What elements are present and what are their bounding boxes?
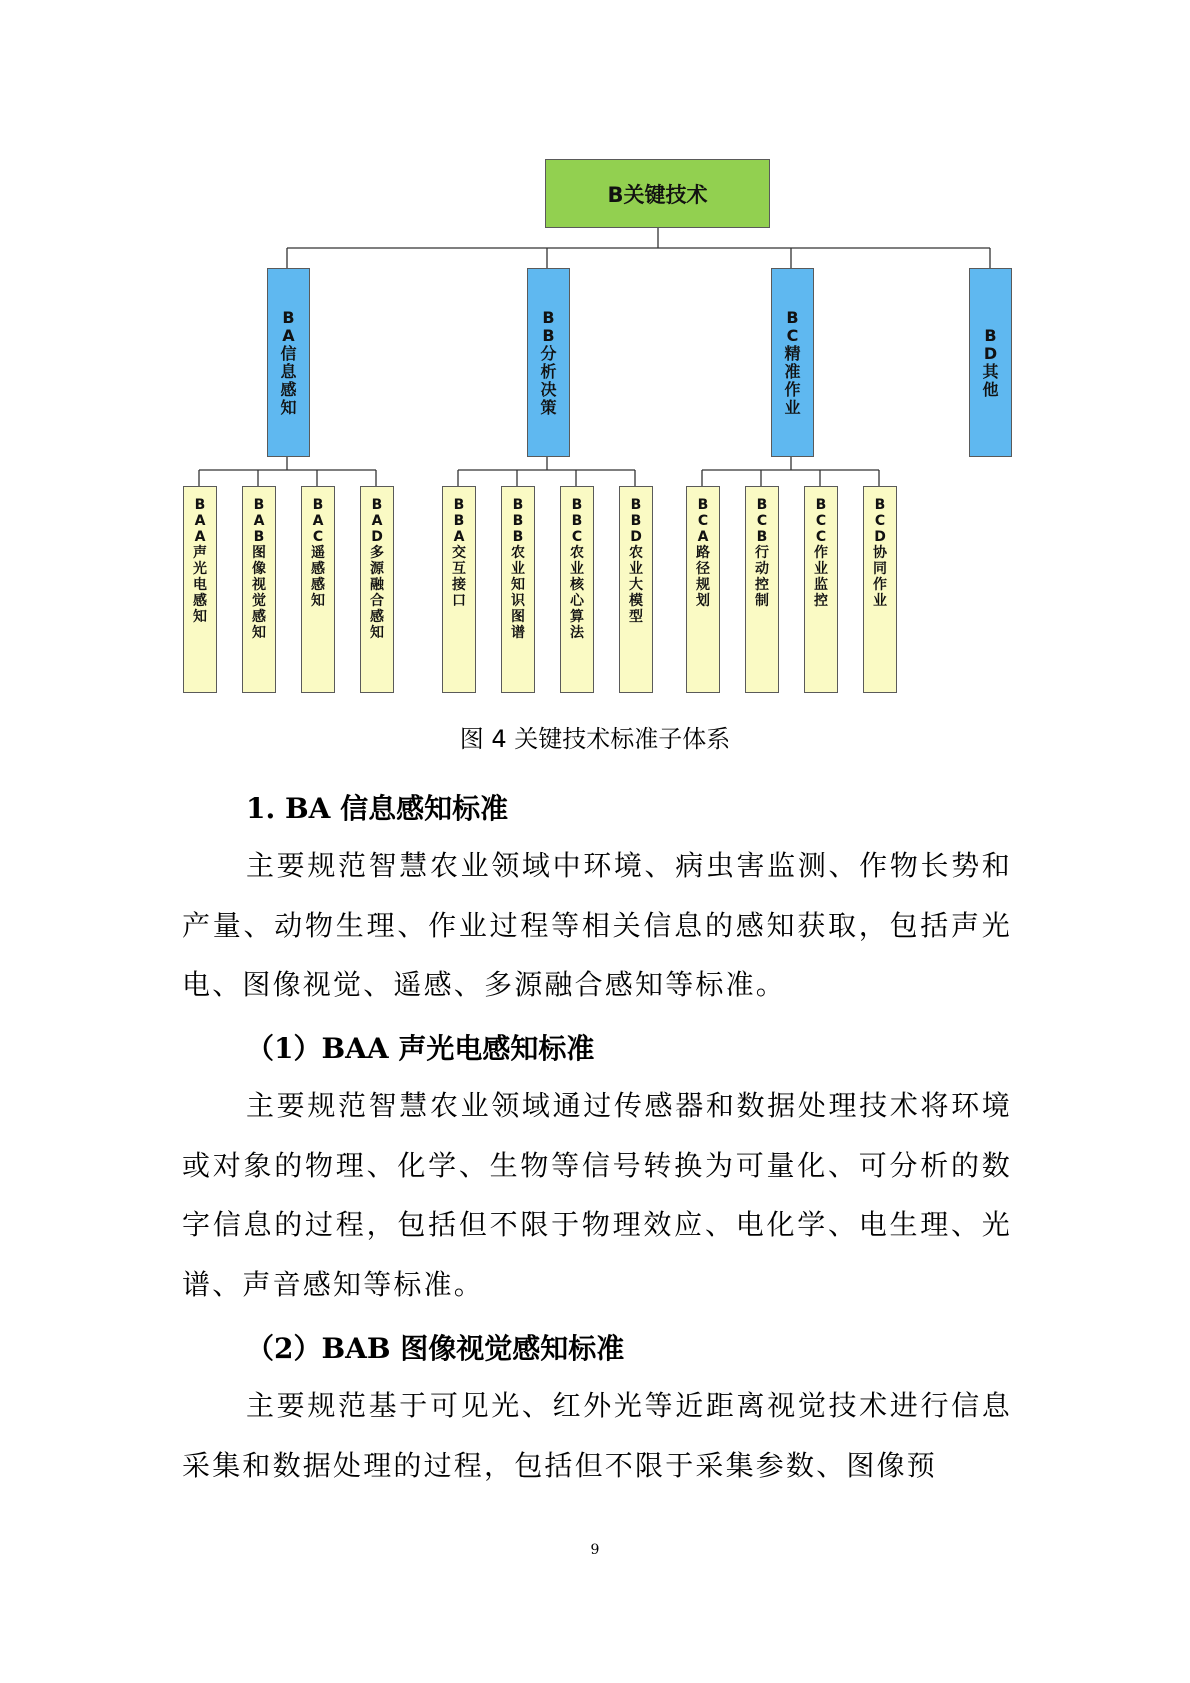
chart-node-bcb: B C B 行 动 控 制	[745, 486, 779, 693]
chart-node-bbd: B B D 农 业 大 模 型	[619, 486, 653, 693]
section-heading-baa: （1）BAA 声光电感知标准	[246, 1032, 595, 1065]
section-body-baa: 主要规范智慧农业领域通过传感器和数据处理技术将环境或对象的物理、化学、生物等信号转换为可量化、可分析的数字信息的过程，包括但不限于物理效应、电化学、电生理、光谱、声音感知等标准。	[182, 1089, 1012, 1301]
chart-node-root	[545, 159, 770, 228]
section-heading-ba: 1. BA 信息感知标准	[246, 792, 509, 825]
chart-node-bcc: B C C 作 业 监 控	[804, 486, 838, 693]
chart-node-bab: B A B 图 像 视 觉 感 知	[242, 486, 276, 693]
chart-node-baa: B A A 声 光 电 感 知	[183, 486, 217, 693]
figure-caption: 图 4 关键技术标准子体系	[459, 725, 731, 753]
chart-node-ba: B A 信 息 感 知	[267, 268, 310, 457]
chart-node-bb: B B 分 析 决 策	[527, 268, 570, 457]
chart-node-bc: B C 精 准 作 业	[771, 268, 814, 457]
page-number: 9	[590, 1542, 600, 1558]
chart-node-bad: B A D 多 源 融 合 感 知	[360, 486, 394, 693]
chart-node-bd: B D 其 他	[969, 268, 1012, 457]
chart-node-bbc: B B C 农 业 核 心 算 法	[560, 486, 594, 693]
chart-node-bbb: B B B 农 业 知 识 图 谱	[501, 486, 535, 693]
chart-node-bcd: B C D 协 同 作 业	[863, 486, 897, 693]
section-heading-bab: （2）BAB 图像视觉感知标准	[246, 1332, 625, 1365]
chart-node-bca: B C A 路 径 规 划	[686, 486, 720, 693]
section-body-ba: 主要规范智慧农业领域中环境、病虫害监测、作物长势和产量、动物生理、作业过程等相关信息的感知获取，包括声光电、图像视觉、遥感、多源融合感知等标准。	[182, 849, 1012, 1002]
chart-node-bba: B B A 交 互 接 口	[442, 486, 476, 693]
section-body-bab: 主要规范基于可见光、红外光等近距离视觉技术进行信息采集和数据处理的过程，包括但不限于采集参数、图像预	[182, 1389, 1012, 1482]
chart-node-bac: B A C 遥 感 感 知	[301, 486, 335, 693]
chart-node-root-label: B关键技术	[607, 182, 708, 207]
